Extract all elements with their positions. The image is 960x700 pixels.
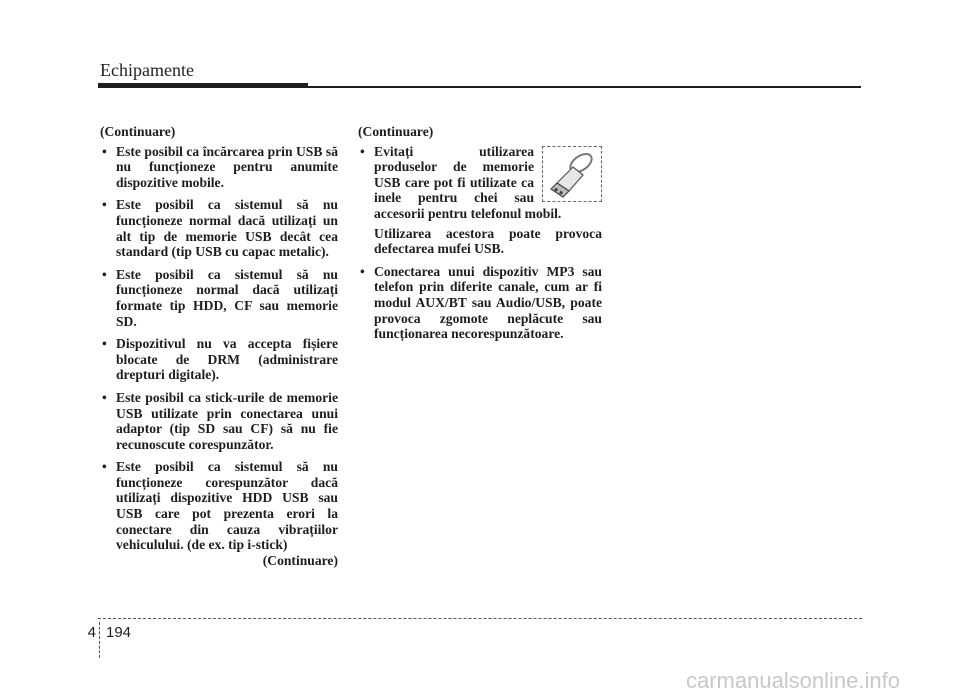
- page-divider: [99, 622, 100, 658]
- bullet-text: Dispozitivul nu va accepta fișiere blocate de DRM (administrare drepturi digitale).: [116, 336, 338, 383]
- section-number: 4: [87, 624, 96, 641]
- continuation-label-top: (Continuare): [358, 124, 434, 139]
- bullet-text: Conectarea unui dispozitiv MP3 sau telefon prin diferite canale, cum ar fi modul AUX/BT sau Audio/USB, poate provoca zgomote neplăcute sau funcționarea necorespunzătoare.: [374, 263, 602, 342]
- bullet-text: Este posibil ca stick-urile de memorie USB utilizate prin conectarea unui adaptor (tip SD sau CF) să nu fie recunoscute corespunzător.: [116, 389, 338, 452]
- bullet-dot: •: [102, 197, 107, 213]
- bullet-dot: •: [360, 143, 365, 159]
- bullet-item: [100, 459, 338, 553]
- bullet-item: [100, 267, 338, 329]
- watermark: carmanualsonline.info: [685, 668, 900, 693]
- bullet-item: [358, 144, 602, 222]
- continuation-label-top: (Continuare): [100, 124, 176, 139]
- sub-paragraph: Utilizarea acestora poate provoca defectarea mufei USB.: [374, 225, 602, 257]
- page-header-title: Echipamente: [100, 60, 194, 80]
- bullet-text: Este posibil ca sistemul să nu funcționeze normal dacă utilizați un alt tip de memorie USB decât cea standard (tip USB cu capac metalic).: [116, 197, 338, 260]
- bullet-text: Este posibil ca încărcarea prin USB să nu funcționeze pentru anumite dispozitive mobile.: [116, 143, 338, 190]
- footer-rule: [98, 618, 862, 619]
- bullet-dot: •: [102, 266, 107, 282]
- bullet-dot: •: [360, 263, 365, 279]
- bullet-item: [100, 336, 338, 383]
- continuation-label-bottom: (Continuare): [262, 552, 338, 568]
- bullet-dot: •: [102, 336, 107, 352]
- header-rule-thin: [308, 86, 861, 88]
- bullet-item: [100, 197, 338, 259]
- bullet-dot: •: [102, 389, 107, 405]
- bullet-dot: •: [102, 143, 107, 159]
- right-column: [358, 124, 602, 349]
- bullet-item: [358, 264, 602, 342]
- bullet-item: [100, 390, 338, 452]
- header-rule-thick: [98, 83, 308, 88]
- page-number: 194: [106, 624, 132, 641]
- bullet-dot: •: [102, 459, 107, 475]
- bullet-text: Este posibil ca sistemul să nu funcționeze normal dacă utilizați formate tip HDD, CF sau memorie SD.: [116, 266, 338, 329]
- bullet-text: Este posibil ca sistemul să nu funcționeze corespunzător dacă utilizați dispozitive HDD USB sau USB care pot prezenta erori la conectare din cauza vibrațiilor vehiculului. (de ex. tip i-stick): [116, 459, 338, 553]
- usb-keyring-icon: [542, 146, 602, 202]
- bullet-item: [100, 144, 338, 191]
- left-column: [100, 124, 338, 568]
- bullet-text: Evitați utilizarea produselor de memorie USB care pot fi utilizate ca inele pentru chei sau accesorii pentru telefonul mobil.: [374, 143, 562, 221]
